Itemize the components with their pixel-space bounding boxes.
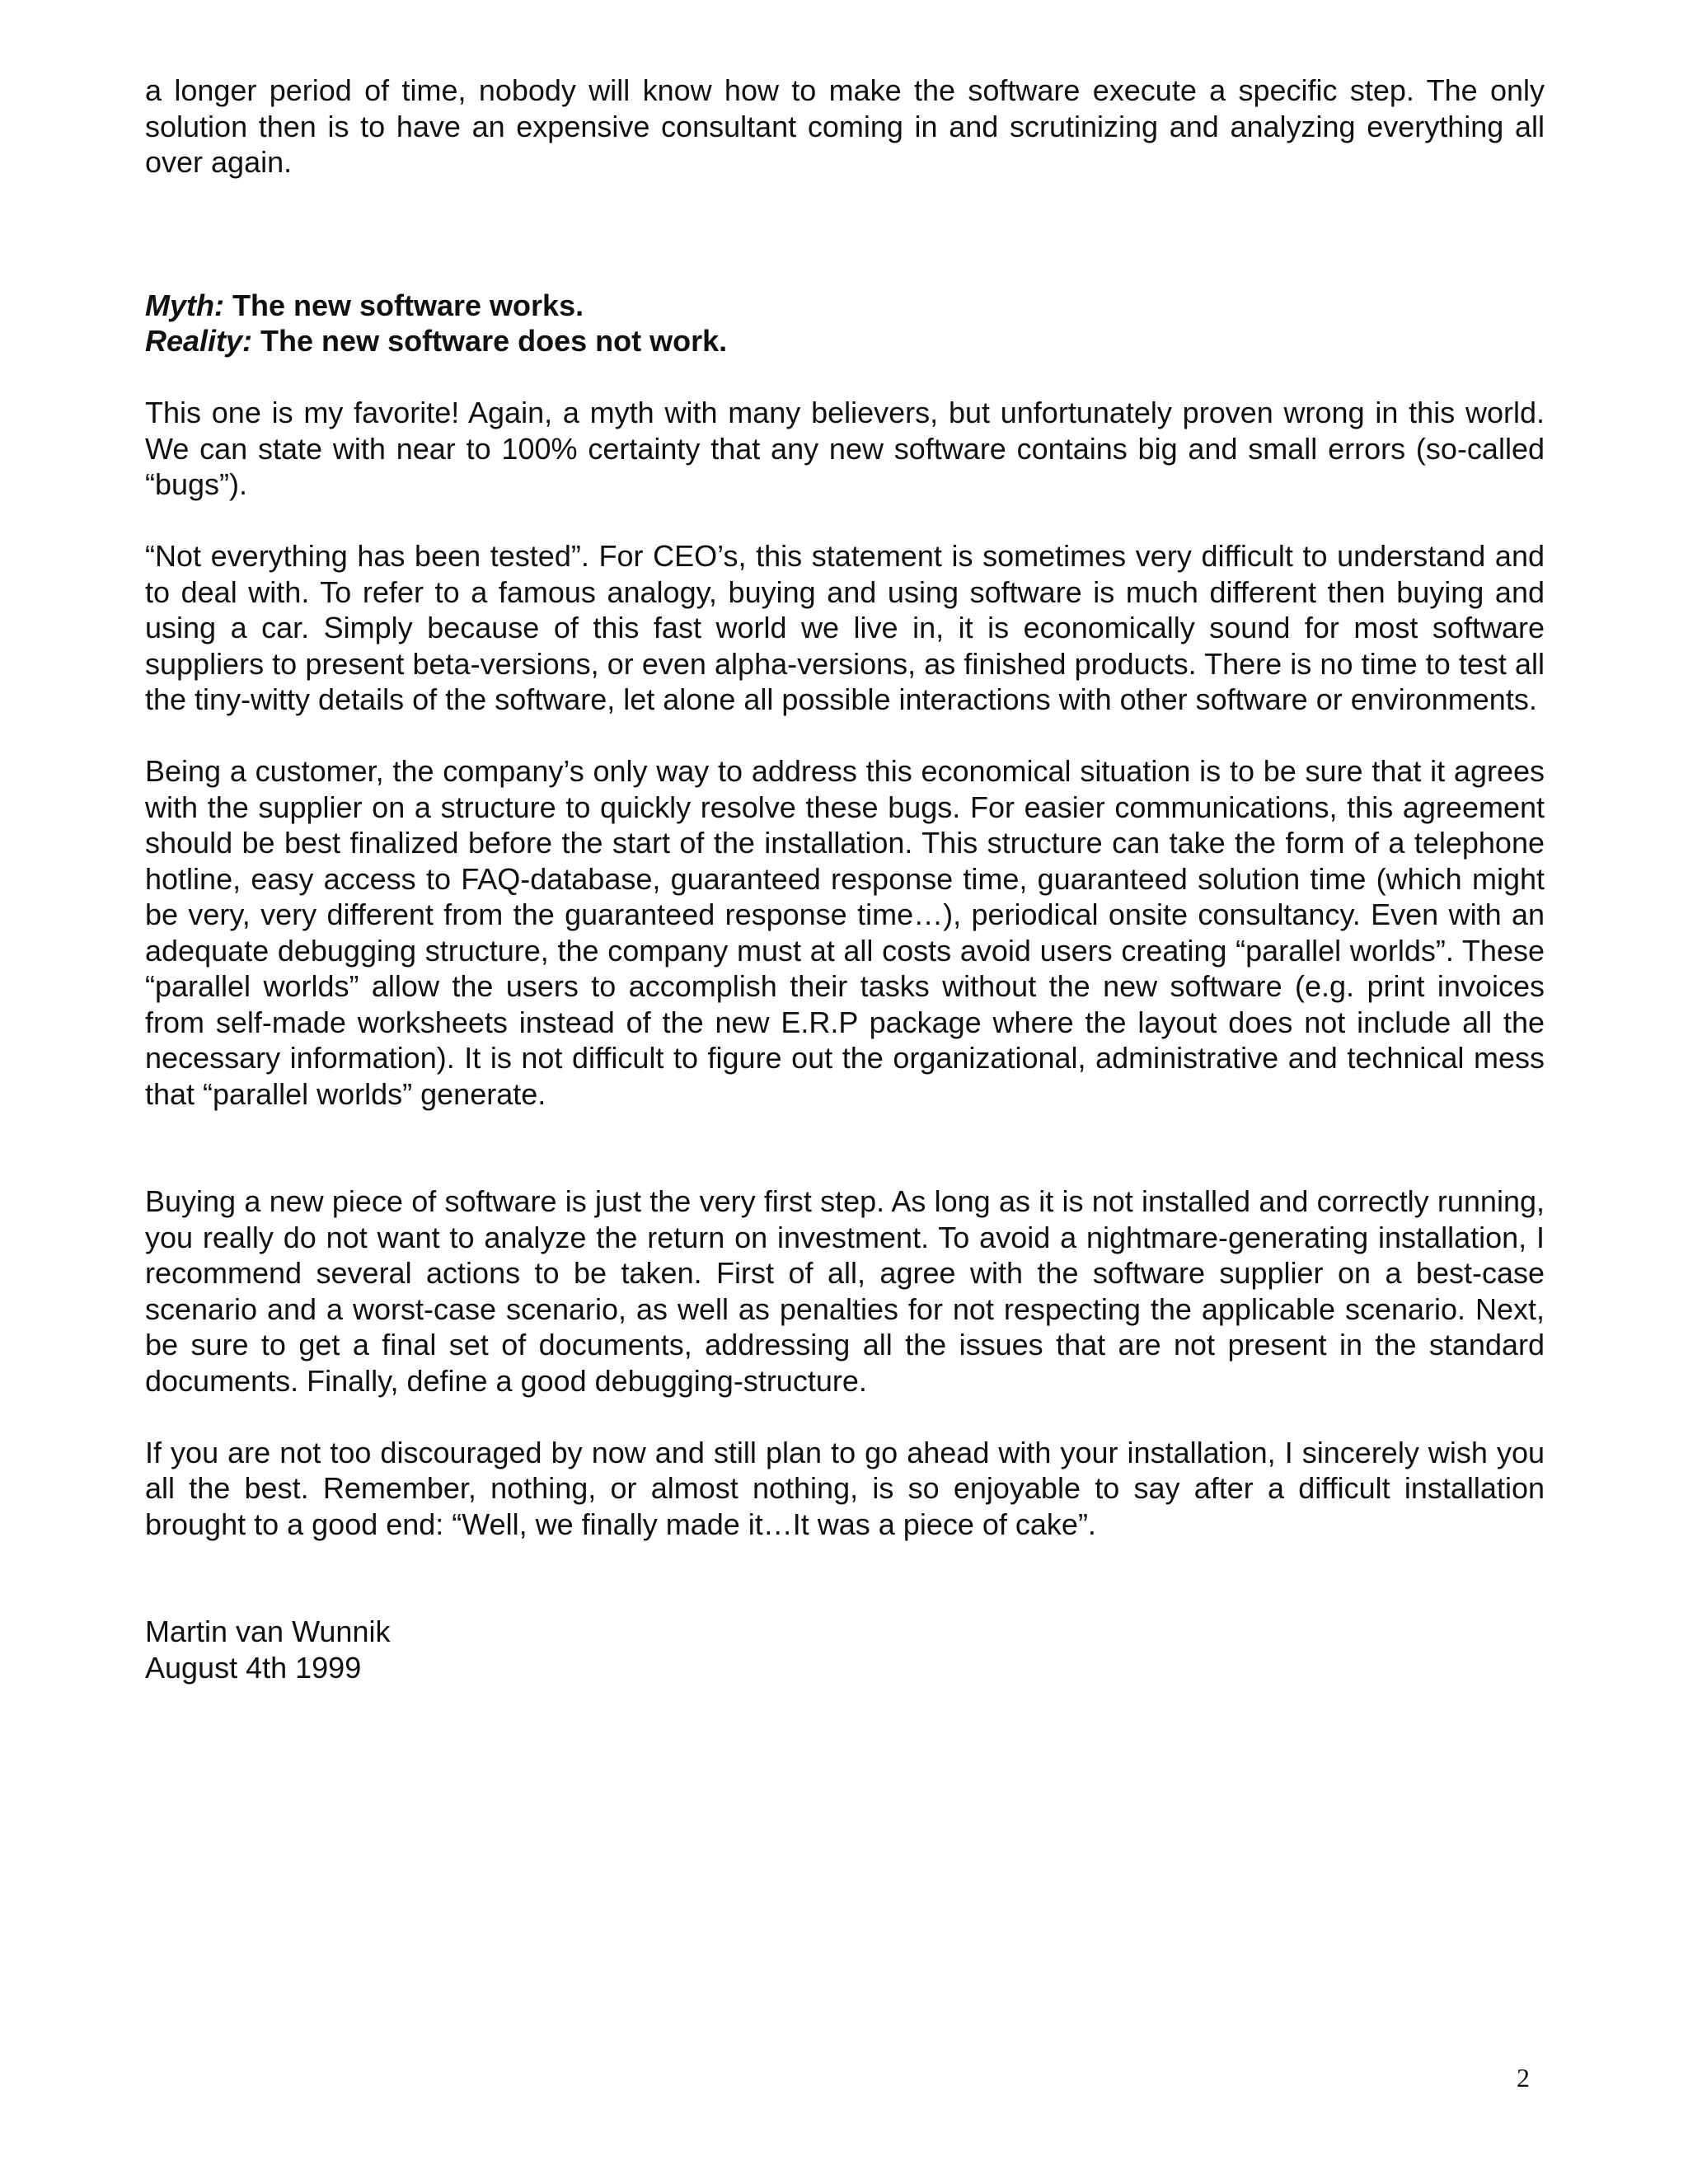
paragraph-not-tested: “Not everything has been tested”. For CEO’s, this statement is sometimes very difficult to understand and to deal with. To refer to a famous analogy, buying and using software is much different then buying and using a car. Simply because of this fast world we live in, it is economically sound for most software suppliers to present beta-versions, or even alpha-versions, as finished products. There is no time to test all the tiny-witty details of the software, let alone all possible interactions with other software or environments. xyxy=(145,539,1545,716)
myth-text: The new software works. xyxy=(223,288,584,322)
myth-label: Myth: xyxy=(145,288,224,322)
paragraph-buying: Buying a new piece of software is just the very first step. As long as it is not installed and correctly running, you really do not want to analyze the return on investment. To avoid a nightmare-generating installation, I recommend several actions to be taken. First of all, agree with the software supplier on a best-case scenario and a worst-case scenario, as well as penalties for not respecting the applicable scenario. Next, be sure to get a final set of documents, addressing all the issues that are not present in the standard documents. Finally, define a good debugging-structure. xyxy=(145,1184,1545,1398)
myth-line xyxy=(145,288,1545,324)
signature-date: August 4th 1999 xyxy=(145,1650,362,1685)
reality-label: Reality: xyxy=(145,324,253,358)
reality-line xyxy=(145,323,1545,359)
reality-text: The new software does not work. xyxy=(252,324,728,358)
page-number: 2 xyxy=(1517,2063,1530,2093)
paragraph-closing: If you are not too discouraged by now and still plan to go ahead with your installation, I sincerely wish you all the best. Remember, nothing, or almost nothing, is so enjoyable to say after a difficult installation brought to a good end: “Well, we finally made it…It was a piece of cake”. xyxy=(145,1435,1545,1541)
document-page xyxy=(145,73,1545,1685)
signature-block xyxy=(145,1614,1545,1685)
intro-paragraph: a longer period of time, nobody will know how to make the software execute a specific step. The only solution then is to have an expensive consultant coming in and scrutinizing and analyzing everything all over again. xyxy=(145,73,1545,179)
paragraph-customer: Being a customer, the company’s only way to address this economical situation is to be sure that it agrees with the supplier on a structure to quickly resolve these bugs. For easier communications, this agreement should be best finalized before the start of the installation. This structure can take the form of a telephone hotline, easy access to FAQ-database, guaranteed response time, guaranteed solution time (which might be very, very different from the guaranteed response time…), periodical onsite consultancy. Even with an adequate debugging structure, the company must at all costs avoid users creating “parallel worlds”. These “parallel worlds” allow the users to accomplish their tasks without the new software (e.g. print invoices from self-made worksheets instead of the new E.R.P package where the layout does not include all the necessary information). It is not difficult to figure out the organizational, administrative and technical mess that “parallel worlds” generate. xyxy=(145,754,1545,1111)
paragraph-favorite: This one is my favorite! Again, a myth with many believers, but unfortunately proven wrong in this world. We can state with near to 100% certainty that any new software contains big and small errors (so-called “bugs”). xyxy=(145,396,1545,501)
author-name: Martin van Wunnik xyxy=(145,1615,391,1648)
myth-reality-heading xyxy=(145,288,1545,359)
